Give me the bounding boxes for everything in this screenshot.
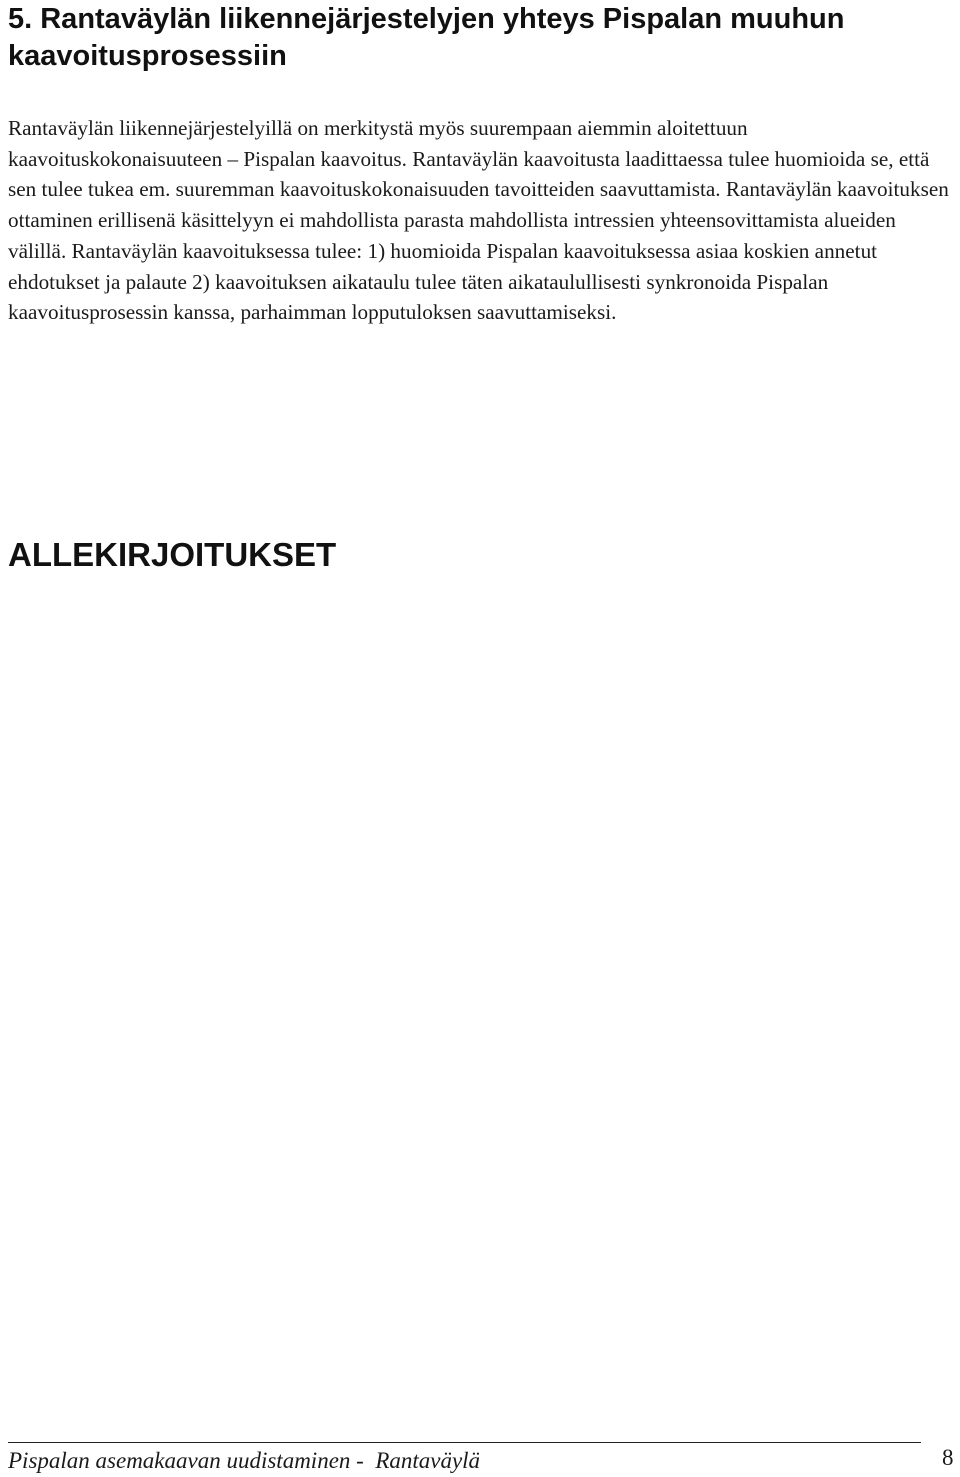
signatures-heading: ALLEKIRJOITUKSET <box>8 536 337 573</box>
body-paragraph: Rantaväylän liikennejärjestelyillä on merkitystä myös suurempaan aiemmin aloitettuun kaavoituskokonaisuuteen – Pispalan kaavoitus. Rantaväylän kaavoitusta laadittaessa tulee huomioida se, että sen tulee tukea em. suuremman kaavoituskokonaisuuden tavoitteiden saavuttamista. Rantaväylän kaavoituksen ottaminen erillisenä käsittelyyn ei mahdollista parasta mahdollista intressien yhteensovittamista alueiden välillä. Rantaväylän kaavoituksessa tulee: 1) huomioida Pispalan kaavoituksessa asiaa koskien annetut ehdotukset ja palaute 2) kaavoituksen aikataulu tulee täten aikataulullisesti synkronoida Pispalan kaavoitusprosessin kanssa, parhaimman lopputuloksen saavuttamiseksi. <box>8 116 949 325</box>
footer-document-title: Pispalan asemakaavan uudistaminen - Rantaväylä <box>8 1448 481 1473</box>
footer-divider <box>8 1442 921 1443</box>
page-number: 8 <box>942 1445 954 1470</box>
section-heading: 5. Rantaväylän liikennejärjestelyjen yhteys Pispalan muuhun kaavoitusprosessiin <box>8 3 845 72</box>
